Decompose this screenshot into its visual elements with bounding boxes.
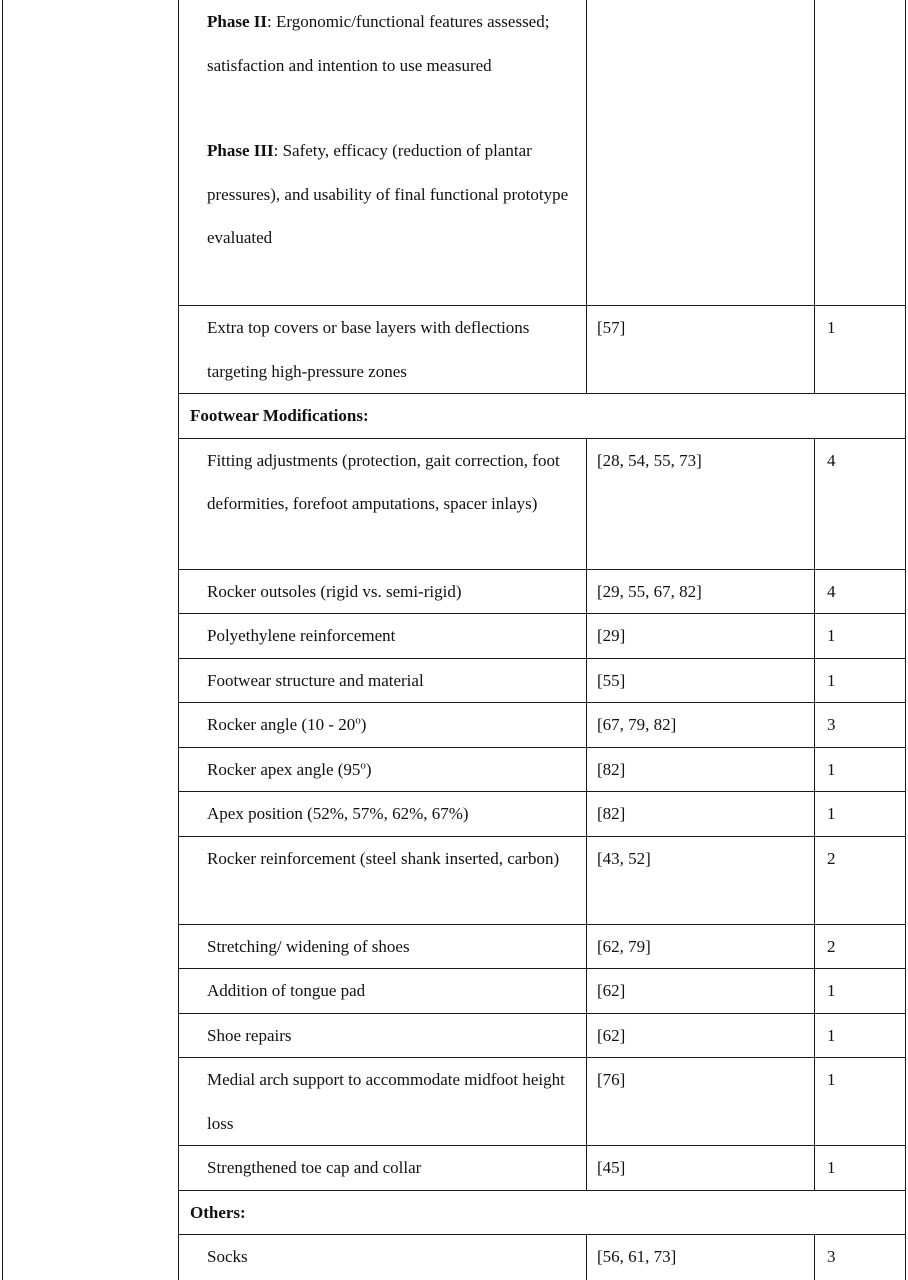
reference-cell: [28, 54, 55, 73] (587, 438, 815, 569)
reference-cell: [55] (587, 658, 815, 703)
count-cell: 2 (815, 924, 906, 969)
count-cell: 1 (815, 1146, 906, 1191)
item-text-end: ) (365, 759, 372, 779)
item-cell: Strengthened toe cap and collar (179, 1146, 587, 1191)
item-cell: Polyethylene reinforcement (179, 614, 587, 659)
count-cell: 1 (815, 1058, 906, 1146)
phase-description: : Ergonomic/functional features assessed; satisfaction and intention to use measured (207, 12, 550, 75)
phase-label: Phase III (207, 141, 274, 160)
section-heading-others: Others: (179, 1190, 906, 1235)
item-cell (179, 747, 587, 792)
count-cell: 3 (815, 703, 906, 748)
count-cell: 1 (815, 306, 906, 394)
count-cell: 4 (815, 438, 906, 569)
count-cell (815, 0, 906, 306)
reference-cell: [62, 79] (587, 924, 815, 969)
phase-label: Phase II (207, 12, 267, 31)
reference-cell: [43, 52] (587, 836, 815, 924)
table-row (3, 0, 906, 306)
item-cell: Addition of tongue pad (179, 969, 587, 1014)
evidence-table (2, 0, 906, 1280)
reference-cell: [67, 79, 82] (587, 703, 815, 748)
reference-cell: [62] (587, 1013, 815, 1058)
item-cell: Extra top covers or base layers with deflections targeting high-pressure zones (179, 306, 587, 394)
item-text: Rocker apex angle (95 (207, 759, 361, 779)
count-cell: 1 (815, 658, 906, 703)
reference-cell: [45] (587, 1146, 815, 1191)
degree-superscript: o (355, 714, 361, 727)
item-text: Rocker angle (10 - 20 (207, 715, 356, 734)
reference-cell: [56, 61, 73] (587, 1235, 815, 1280)
degree-superscript: o (360, 758, 366, 771)
phase-description: : Safety, efficacy (reduction of plantar pressures), and usability of final functional prototype evaluated (207, 141, 569, 247)
item-cell: Socks (179, 1235, 587, 1280)
item-cell: Shoe repairs (179, 1013, 587, 1058)
count-cell: 1 (815, 969, 906, 1014)
reference-cell: [29] (587, 614, 815, 659)
item-cell: Rocker outsoles (rigid vs. semi-rigid) (179, 569, 587, 614)
reference-cell: [76] (587, 1058, 815, 1146)
item-text-end: ) (360, 715, 367, 734)
count-cell: 1 (815, 614, 906, 659)
item-cell (179, 703, 587, 748)
count-cell: 4 (815, 569, 906, 614)
paragraph-gap (207, 87, 578, 129)
item-cell: Rocker reinforcement (steel shank inserted, carbon) (179, 836, 587, 924)
phase-iii-text (207, 129, 578, 260)
count-cell: 1 (815, 792, 906, 837)
item-cell: Footwear structure and material (179, 658, 587, 703)
item-cell: Apex position (52%, 57%, 62%, 67%) (179, 792, 587, 837)
reference-cell: [29, 55, 67, 82] (587, 569, 815, 614)
count-cell: 3 (815, 1235, 906, 1280)
reference-cell: [82] (587, 747, 815, 792)
phase-ii-text (207, 0, 578, 87)
category-column-cell (3, 0, 179, 1280)
count-cell: 1 (815, 1013, 906, 1058)
reference-cell: [62] (587, 969, 815, 1014)
item-cell: Stretching/ widening of shoes (179, 924, 587, 969)
reference-cell: [82] (587, 792, 815, 837)
item-cell: Fitting adjustments (protection, gait correction, foot deformities, forefoot amputations, spacer inlays) (179, 438, 587, 569)
item-cell: Medial arch support to accommodate midfoot height loss (179, 1058, 587, 1146)
phase-description-cell (179, 0, 587, 306)
count-cell: 2 (815, 836, 906, 924)
reference-cell: [57] (587, 306, 815, 394)
section-heading-footwear: Footwear Modifications: (179, 394, 906, 439)
count-cell: 1 (815, 747, 906, 792)
reference-cell (587, 0, 815, 306)
